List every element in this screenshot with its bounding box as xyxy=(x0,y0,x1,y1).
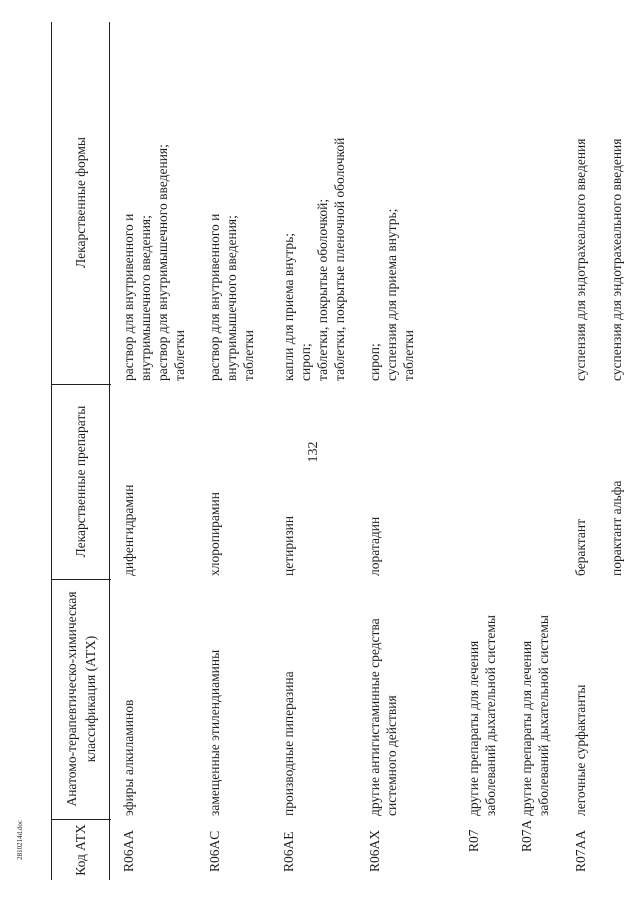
atc-table-body xyxy=(51,22,640,880)
cell-drug xyxy=(120,485,137,576)
cell-classification xyxy=(518,615,552,816)
cell-drug-line: порактант альфа xyxy=(609,480,624,576)
cell-classification-line: другие препараты для лечения xyxy=(519,640,534,816)
cell-drug-line: цетиризин xyxy=(281,515,296,576)
cell-code: R07A xyxy=(519,819,534,852)
cell-drug xyxy=(366,517,383,576)
page-number-text: 132 xyxy=(306,441,321,463)
cell-drug xyxy=(608,481,625,576)
cell-forms-line: таблетки xyxy=(401,329,416,381)
cell-drug-line: дифенгидрамин xyxy=(121,484,136,576)
cell-drug xyxy=(206,492,223,576)
cell-forms-line: суспензия для эндотрахеального введения xyxy=(573,138,588,381)
cell-classification xyxy=(206,650,223,816)
cell-forms-line: таблетки, покрытые оболочкой; xyxy=(315,198,330,381)
cell-code: R07 xyxy=(466,829,481,852)
cell-classification xyxy=(280,671,297,816)
cell-forms-line: внутримышечного введения; xyxy=(224,215,239,381)
file-reference-text: 2810214d.doc xyxy=(16,820,24,860)
cell-drug-line: лоратадин xyxy=(367,516,382,576)
cell-forms-line: суспензия для приема внутрь; xyxy=(384,208,399,381)
cell-code: R06AE xyxy=(281,831,296,872)
cell-forms-line: внутримышечного введения; xyxy=(138,215,153,381)
cell-forms xyxy=(120,144,188,381)
cell-forms-line: сироп; xyxy=(367,343,382,381)
cell-forms xyxy=(206,214,257,381)
cell-drug xyxy=(280,516,297,576)
cell-code: R07AA xyxy=(573,829,588,872)
cell-forms-line: раствор для внутримышечного введения; xyxy=(155,144,170,381)
header-classification: Анатомо-терапевтическо-химическая классификация (АТХ) xyxy=(64,591,98,807)
cell-classification-line: эфиры алкиламинов xyxy=(121,699,136,816)
cell-forms xyxy=(280,138,348,381)
atc-table xyxy=(51,22,640,880)
cell-classification xyxy=(366,618,400,816)
cell-classification xyxy=(572,685,589,816)
cell-forms-line: таблетки xyxy=(241,329,256,381)
cell-classification-line: другие антигистаминные средства xyxy=(367,618,382,816)
cell-code: R06AX xyxy=(367,829,382,872)
table-header-row xyxy=(51,22,110,880)
cell-forms xyxy=(572,139,589,381)
cell-classification xyxy=(465,615,499,816)
cell-forms-line: капли для приема внутрь; xyxy=(281,233,296,381)
cell-forms-line: раствор для внутривенного и xyxy=(121,213,136,381)
cell-drug-line: хлоропирамин xyxy=(207,492,222,576)
cell-forms xyxy=(366,209,417,381)
cell-code: R06AA xyxy=(121,829,136,872)
cell-classification-line: системного действия xyxy=(384,695,399,816)
cell-drug xyxy=(572,519,589,576)
header-forms: Лекарственные формы xyxy=(73,137,89,268)
cell-classification-line: легочные сурфактанты xyxy=(573,684,588,816)
cell-classification-line: другие препараты для лечения xyxy=(466,640,481,816)
cell-forms-line: таблетки xyxy=(172,329,187,381)
cell-drug-line: берактант xyxy=(573,519,588,576)
cell-code: R06AC xyxy=(207,830,222,872)
cell-forms-line: таблетки, покрытые пленочной оболочкой xyxy=(332,137,347,381)
cell-classification-line: производные пиперазина xyxy=(281,671,296,816)
header-code: Код АТХ xyxy=(73,824,89,876)
cell-classification xyxy=(120,700,137,816)
cell-classification-line: заболеваний дыхательной системы xyxy=(483,615,498,816)
cell-classification-line: заболеваний дыхательной системы xyxy=(536,615,551,816)
header-drugs: Лекарственные препараты xyxy=(73,405,89,558)
cell-forms-line: суспензия для эндотрахеального введения xyxy=(609,138,624,381)
cell-forms-line: сироп; xyxy=(298,343,313,381)
cell-forms xyxy=(608,139,625,381)
cell-classification-line: замещенные этилендиамины xyxy=(207,649,222,816)
cell-forms-line: раствор для внутривенного и xyxy=(207,213,222,381)
